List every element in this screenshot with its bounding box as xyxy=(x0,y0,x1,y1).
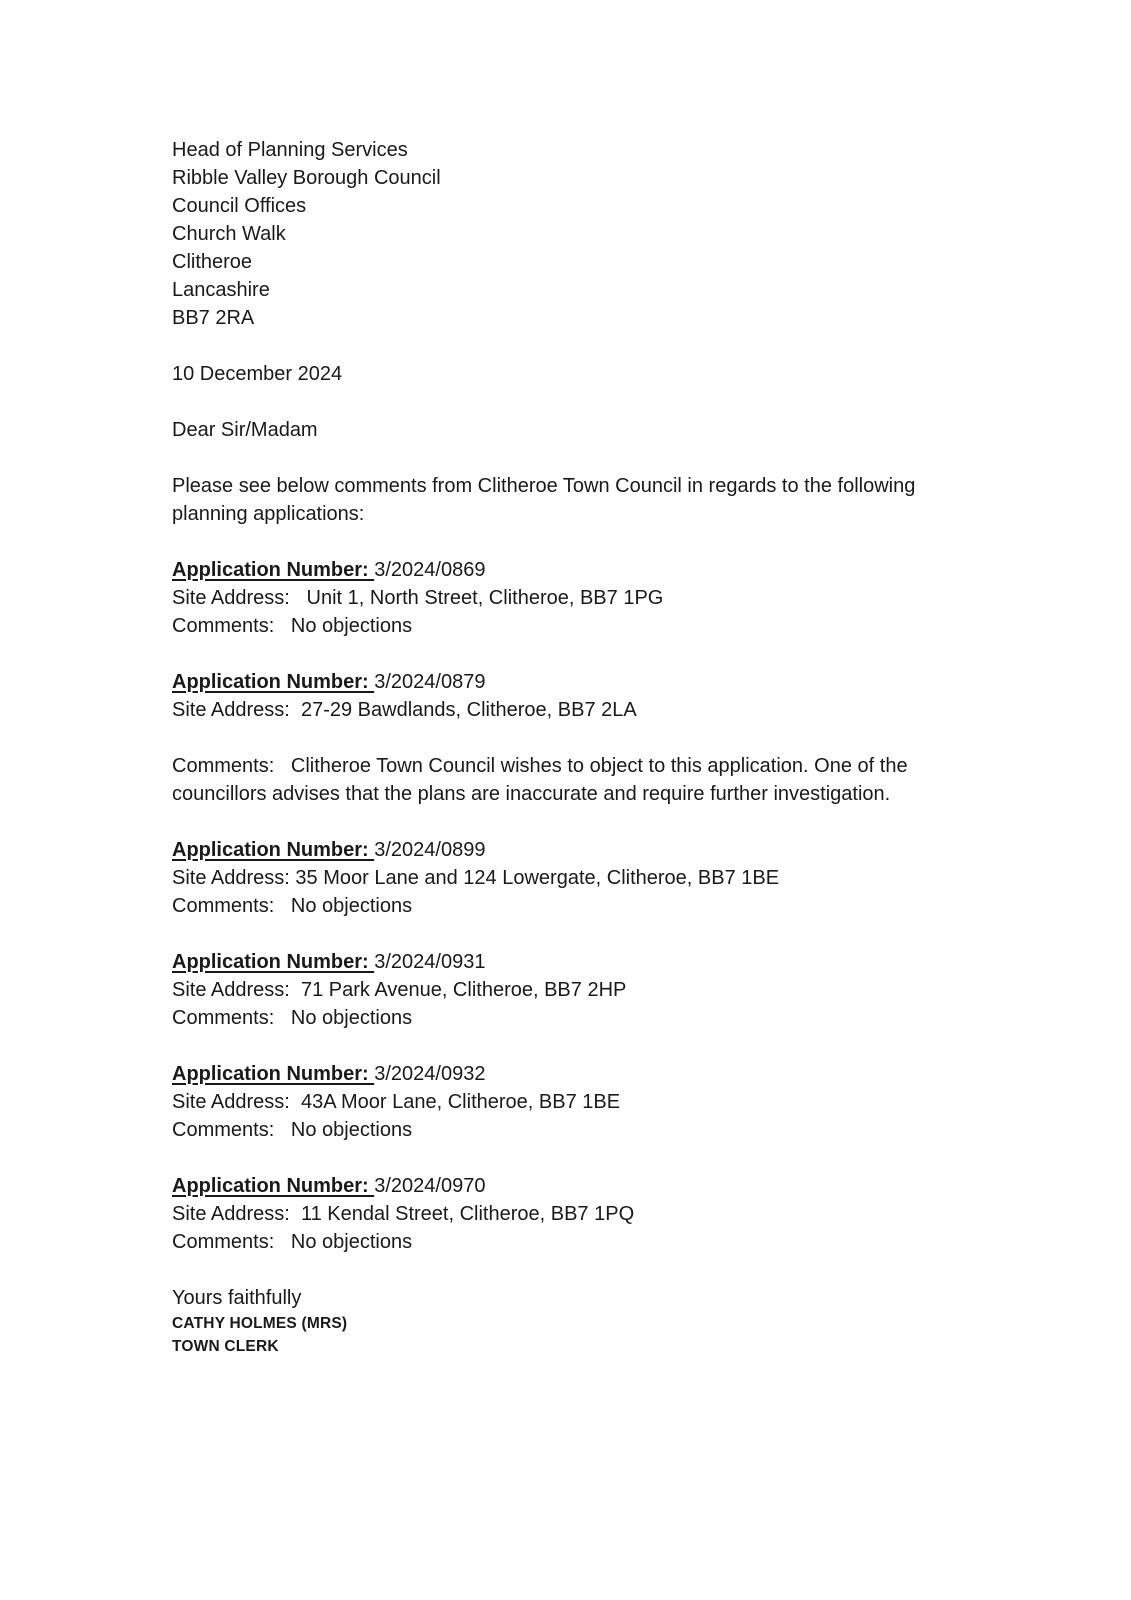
site-address-label: Site Address: xyxy=(172,1091,290,1113)
application-number: 3/2024/0932 xyxy=(374,1063,486,1085)
intro-line: planning applications: xyxy=(172,503,365,525)
site-address-label: Site Address: xyxy=(172,1203,290,1225)
comments: No objections xyxy=(290,1119,413,1141)
intro-line: Please see below comments from Clitheroe Town Council in regards to the following xyxy=(172,475,916,497)
address-line: BB7 2RA xyxy=(172,307,255,329)
site-address-label: Site Address: xyxy=(172,979,290,1001)
site-address: 27-29 Bawdlands, Clitheroe, BB7 2LA xyxy=(300,699,637,721)
comments-continued: councillors advises that the plans are inaccurate and require further investigation. xyxy=(172,783,891,805)
site-address: 11 Kendal Street, Clitheroe, BB7 1PQ xyxy=(300,1203,635,1225)
address-line: Head of Planning Services xyxy=(172,139,408,161)
comments-label: Comments: xyxy=(172,755,275,777)
site-address: Unit 1, North Street, Clitheroe, BB7 1PG xyxy=(306,587,664,609)
application-number-label: Application Number: xyxy=(172,559,375,581)
application-number-label: Application Number: xyxy=(172,951,375,973)
application-number: 3/2024/0970 xyxy=(374,1175,486,1197)
application-entry xyxy=(172,556,972,640)
salutation: Dear Sir/Madam xyxy=(172,419,318,441)
comments: No objections xyxy=(290,1231,413,1253)
application-number: 3/2024/0879 xyxy=(374,671,486,693)
application-entry xyxy=(172,668,972,808)
site-address-label: Site Address: xyxy=(172,587,290,609)
application-number-label: Application Number: xyxy=(172,671,375,693)
site-address-label: Site Address: xyxy=(172,699,290,721)
comments-label: Comments: xyxy=(172,1231,275,1253)
application-number: 3/2024/0899 xyxy=(374,839,486,861)
address-line: Church Walk xyxy=(172,223,286,245)
application-entry xyxy=(172,948,972,1032)
application-entry xyxy=(172,1060,972,1144)
letter-body xyxy=(172,136,972,1358)
comments-label: Comments: xyxy=(172,615,275,637)
application-number: 3/2024/0931 xyxy=(374,951,486,973)
comments: No objections xyxy=(290,615,413,637)
address-line: Clitheroe xyxy=(172,251,253,273)
site-address: 43A Moor Lane, Clitheroe, BB7 1BE xyxy=(300,1091,621,1113)
address-line: Council Offices xyxy=(172,195,307,217)
comments: No objections xyxy=(290,895,413,917)
site-address-label: Site Address: xyxy=(172,867,290,889)
signatory-name: CATHY HOLMES (MRS) xyxy=(172,1315,348,1332)
comments: No objections xyxy=(290,1007,413,1029)
application-entry xyxy=(172,1172,972,1256)
site-address: 71 Park Avenue, Clitheroe, BB7 2HP xyxy=(300,979,627,1001)
application-number-label: Application Number: xyxy=(172,1063,375,1085)
comments-label: Comments: xyxy=(172,1007,275,1029)
application-number-label: Application Number: xyxy=(172,839,375,861)
address-line: Lancashire xyxy=(172,279,270,301)
comments-label: Comments: xyxy=(172,1119,275,1141)
application-number-label: Application Number: xyxy=(172,1175,375,1197)
address-line: Ribble Valley Borough Council xyxy=(172,167,441,189)
closing: Yours faithfully xyxy=(172,1287,302,1309)
comments: Clitheroe Town Council wishes to object to this application. One of the xyxy=(290,755,908,777)
application-number: 3/2024/0869 xyxy=(374,559,486,581)
application-entry xyxy=(172,836,972,920)
site-address: 35 Moor Lane and 124 Lowergate, Clitheroe, BB7 1BE xyxy=(295,867,780,889)
signatory-title: TOWN CLERK xyxy=(172,1338,279,1355)
letter-date: 10 December 2024 xyxy=(172,363,343,385)
recipient-address xyxy=(172,136,972,332)
intro-paragraph xyxy=(172,472,972,528)
comments-label: Comments: xyxy=(172,895,275,917)
